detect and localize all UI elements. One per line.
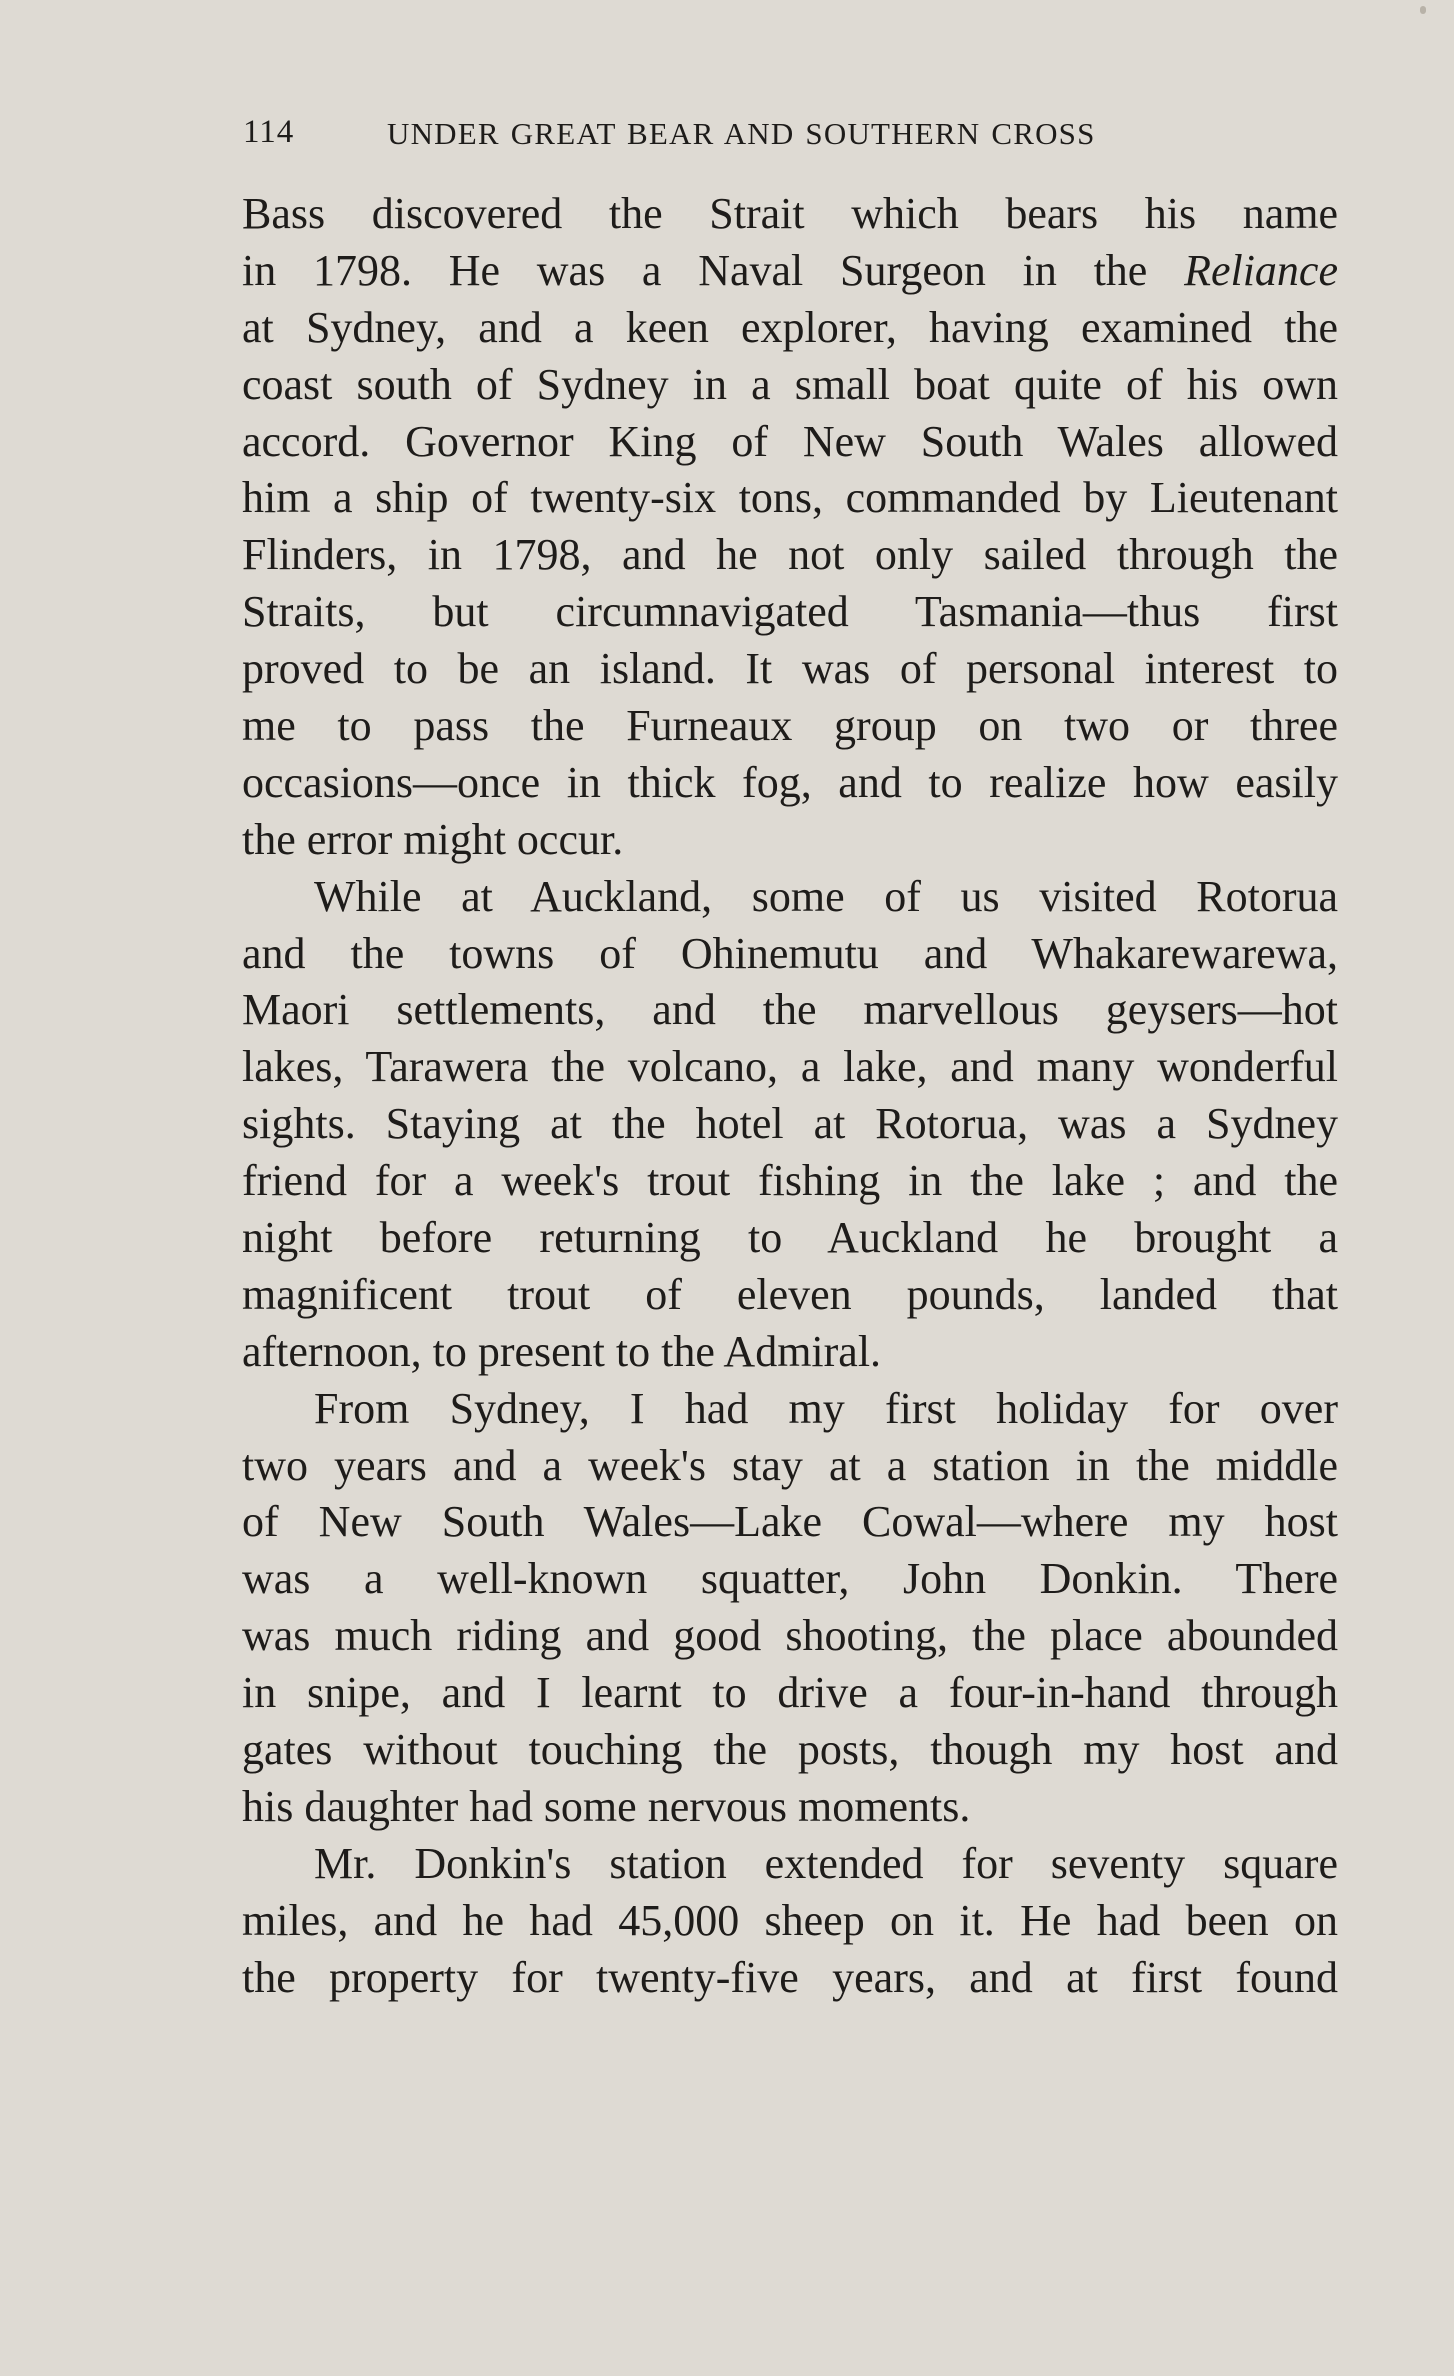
- text-line: of New South Wales—Lake Cowal—where my host: [242, 1497, 1338, 1547]
- text-line: coast south of Sydney in a small boat quite of his own: [242, 359, 1338, 409]
- text-line: and the towns of Ohinemutu and Whakarewarewa,: [242, 928, 1338, 978]
- paragraph: [242, 1836, 1338, 2007]
- text-line: Bass discovered the Strait which bears his name: [242, 189, 1338, 238]
- text-line: two years and a week's stay at a station in the middle: [242, 1440, 1338, 1490]
- text-line: in 1798. He was a Naval Surgeon in the Reliance: [242, 245, 1338, 295]
- text-line: Flinders, in 1798, and he not only sailed through the: [242, 530, 1338, 580]
- text-line: From Sydney, I had my first holiday for over: [314, 1383, 1338, 1433]
- text-line: sights. Staying at the hotel at Rotorua, was a Sydney: [242, 1099, 1338, 1149]
- text-line: accord. Governor King of New South Wales allowed: [242, 416, 1338, 466]
- running-title: UNDER GREAT BEAR AND SOUTHERN CROSS: [387, 116, 1096, 151]
- text-line: friend for a week's trout fishing in the lake ; and the: [242, 1156, 1338, 1206]
- text-line: him a ship of twenty-six tons, commanded by Lieutenant: [242, 473, 1338, 523]
- text-line: his daughter had some nervous moments.: [242, 1781, 971, 1831]
- text-line: gates without touching the posts, though my host and: [242, 1725, 1338, 1775]
- text-line: me to pass the Furneaux group on two or three: [242, 701, 1338, 751]
- page-blemish: [1420, 6, 1426, 14]
- text-line: was a well-known squatter, John Donkin. There: [242, 1554, 1338, 1604]
- text-line: Maori settlements, and the marvellous geysers—hot: [242, 985, 1338, 1035]
- text-line: night before returning to Auckland he brought a: [242, 1213, 1338, 1263]
- text-line: lakes, Tarawera the volcano, a lake, and many wonderful: [242, 1042, 1338, 1092]
- text-line: the error might occur.: [242, 814, 624, 864]
- text-line: at Sydney, and a keen explorer, having examined the: [242, 302, 1338, 352]
- text-line: Straits, but circumnavigated Tasmania—thus first: [242, 587, 1338, 637]
- text-line: afternoon, to present to the Admiral.: [242, 1326, 882, 1376]
- text-line: miles, and he had 45,000 sheep on it. He had been on: [242, 1895, 1338, 1945]
- italic-ship-name: Reliance: [1184, 245, 1338, 295]
- paragraph: [242, 1381, 1338, 1836]
- page-number: 114: [243, 114, 295, 150]
- paragraph: [242, 186, 1338, 869]
- paragraph: [242, 869, 1338, 1381]
- text-line: occasions—once in thick fog, and to realize how easily: [242, 757, 1338, 807]
- text-line: magnificent trout of eleven pounds, landed that: [242, 1269, 1338, 1319]
- text-line: in snipe, and I learnt to drive a four-in-hand through: [242, 1668, 1338, 1718]
- running-head: [243, 114, 1243, 164]
- text-line: the property for twenty-five years, and at first found: [242, 1952, 1338, 2002]
- text-line: Mr. Donkin's station extended for seventy square: [314, 1838, 1338, 1888]
- text-line: proved to be an island. It was of personal interest to: [242, 644, 1338, 694]
- body-text: [242, 186, 1338, 2007]
- text-line: was much riding and good shooting, the place abounded: [242, 1611, 1338, 1661]
- text-line: While at Auckland, some of us visited Rotorua: [314, 871, 1338, 921]
